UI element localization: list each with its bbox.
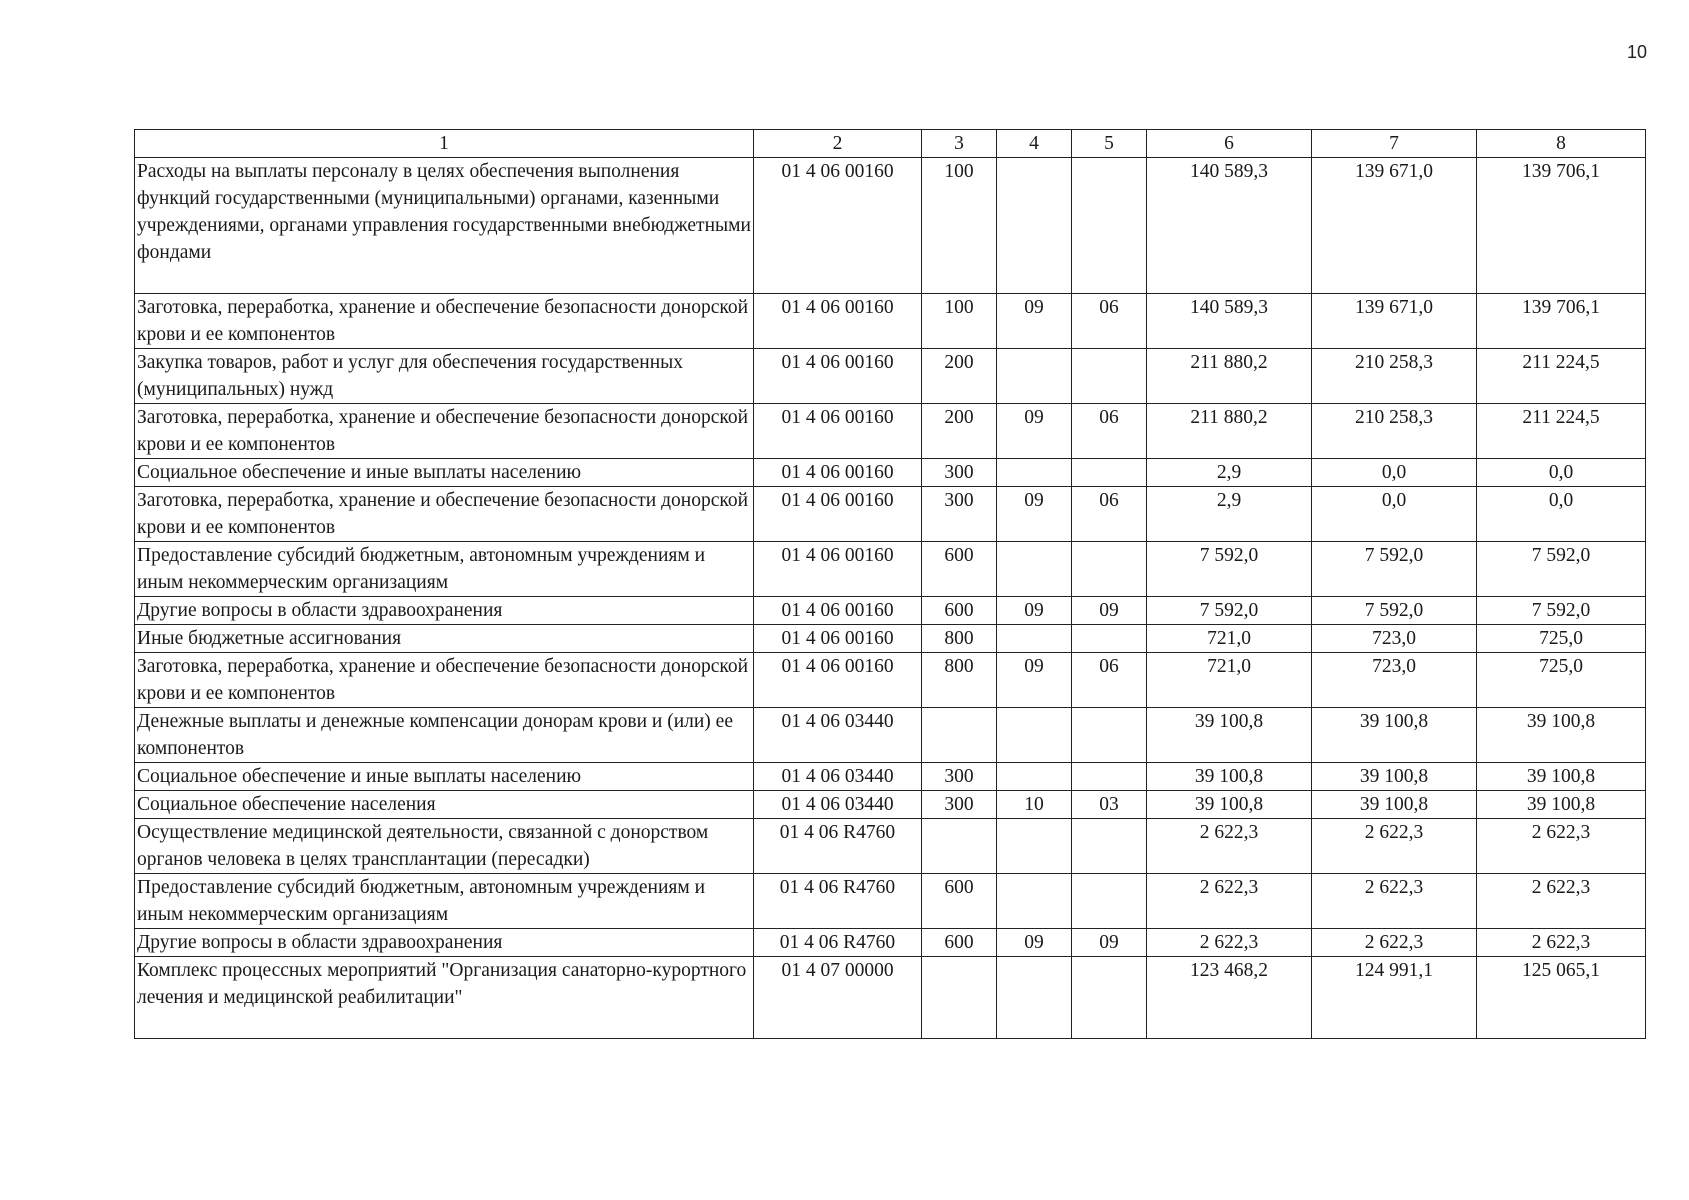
section-cell bbox=[997, 957, 1072, 1039]
amount-year1-cell: 39 100,8 bbox=[1147, 763, 1312, 791]
section-cell bbox=[997, 708, 1072, 763]
section-cell bbox=[997, 763, 1072, 791]
amount-year1-cell: 140 589,3 bbox=[1147, 294, 1312, 349]
amount-year2-cell: 2 622,3 bbox=[1312, 874, 1477, 929]
amount-year3-cell: 725,0 bbox=[1477, 625, 1646, 653]
column-header: 2 bbox=[754, 130, 922, 158]
section-cell bbox=[997, 819, 1072, 874]
subsection-cell bbox=[1072, 819, 1147, 874]
table-row bbox=[135, 819, 1646, 874]
row-name-cell: Заготовка, переработка, хранение и обеспечение безопасности донорской крови и ее компонентов bbox=[135, 487, 754, 542]
expense-type-cell: 300 bbox=[922, 487, 997, 542]
section-cell bbox=[997, 625, 1072, 653]
amount-year1-cell: 2 622,3 bbox=[1147, 819, 1312, 874]
amount-year3-cell: 39 100,8 bbox=[1477, 763, 1646, 791]
table-row bbox=[135, 404, 1646, 459]
column-header: 5 bbox=[1072, 130, 1147, 158]
amount-year1-cell: 721,0 bbox=[1147, 653, 1312, 708]
section-cell: 09 bbox=[997, 404, 1072, 459]
expense-type-cell: 600 bbox=[922, 597, 997, 625]
amount-year3-cell: 7 592,0 bbox=[1477, 542, 1646, 597]
amount-year3-cell: 39 100,8 bbox=[1477, 708, 1646, 763]
amount-year2-cell: 723,0 bbox=[1312, 625, 1477, 653]
amount-year2-cell: 139 671,0 bbox=[1312, 158, 1477, 294]
amount-year3-cell: 2 622,3 bbox=[1477, 819, 1646, 874]
column-header: 6 bbox=[1147, 130, 1312, 158]
target-code-cell: 01 4 06 03440 bbox=[754, 791, 922, 819]
section-cell: 09 bbox=[997, 294, 1072, 349]
expense-type-cell: 800 bbox=[922, 625, 997, 653]
amount-year1-cell: 2 622,3 bbox=[1147, 874, 1312, 929]
row-name-cell: Заготовка, переработка, хранение и обеспечение безопасности донорской крови и ее компонентов bbox=[135, 294, 754, 349]
target-code-cell: 01 4 06 00160 bbox=[754, 625, 922, 653]
row-name-cell: Заготовка, переработка, хранение и обеспечение безопасности донорской крови и ее компонентов bbox=[135, 653, 754, 708]
column-header: 4 bbox=[997, 130, 1072, 158]
table-body bbox=[135, 158, 1646, 1039]
target-code-cell: 01 4 06 03440 bbox=[754, 763, 922, 791]
expense-type-cell: 200 bbox=[922, 349, 997, 404]
expense-type-cell: 300 bbox=[922, 763, 997, 791]
amount-year1-cell: 123 468,2 bbox=[1147, 957, 1312, 1039]
section-cell: 10 bbox=[997, 791, 1072, 819]
amount-year3-cell: 7 592,0 bbox=[1477, 597, 1646, 625]
amount-year1-cell: 7 592,0 bbox=[1147, 542, 1312, 597]
amount-year1-cell: 211 880,2 bbox=[1147, 349, 1312, 404]
subsection-cell bbox=[1072, 459, 1147, 487]
target-code-cell: 01 4 06 00160 bbox=[754, 349, 922, 404]
amount-year2-cell: 210 258,3 bbox=[1312, 349, 1477, 404]
section-cell: 09 bbox=[997, 929, 1072, 957]
target-code-cell: 01 4 07 00000 bbox=[754, 957, 922, 1039]
target-code-cell: 01 4 06 00160 bbox=[754, 542, 922, 597]
table-row bbox=[135, 597, 1646, 625]
section-cell: 09 bbox=[997, 597, 1072, 625]
amount-year2-cell: 0,0 bbox=[1312, 459, 1477, 487]
subsection-cell bbox=[1072, 349, 1147, 404]
row-name-cell: Социальное обеспечение и иные выплаты населению bbox=[135, 763, 754, 791]
table-row bbox=[135, 791, 1646, 819]
section-cell: 09 bbox=[997, 487, 1072, 542]
subsection-cell: 06 bbox=[1072, 487, 1147, 542]
amount-year3-cell: 211 224,5 bbox=[1477, 404, 1646, 459]
target-code-cell: 01 4 06 00160 bbox=[754, 597, 922, 625]
amount-year2-cell: 2 622,3 bbox=[1312, 929, 1477, 957]
table-row bbox=[135, 542, 1646, 597]
amount-year3-cell: 39 100,8 bbox=[1477, 791, 1646, 819]
subsection-cell bbox=[1072, 625, 1147, 653]
section-cell bbox=[997, 158, 1072, 294]
subsection-cell bbox=[1072, 763, 1147, 791]
expense-type-cell: 100 bbox=[922, 158, 997, 294]
amount-year3-cell: 0,0 bbox=[1477, 487, 1646, 542]
amount-year2-cell: 7 592,0 bbox=[1312, 597, 1477, 625]
table-row bbox=[135, 158, 1646, 294]
amount-year1-cell: 721,0 bbox=[1147, 625, 1312, 653]
amount-year2-cell: 39 100,8 bbox=[1312, 791, 1477, 819]
column-header: 3 bbox=[922, 130, 997, 158]
amount-year2-cell: 0,0 bbox=[1312, 487, 1477, 542]
table-row bbox=[135, 708, 1646, 763]
subsection-cell bbox=[1072, 158, 1147, 294]
target-code-cell: 01 4 06 00160 bbox=[754, 404, 922, 459]
column-header: 8 bbox=[1477, 130, 1646, 158]
row-name-cell: Закупка товаров, работ и услуг для обеспечения государственных (муниципальных) нужд bbox=[135, 349, 754, 404]
row-name-cell: Социальное обеспечение и иные выплаты населению bbox=[135, 459, 754, 487]
subsection-cell: 09 bbox=[1072, 929, 1147, 957]
expense-type-cell: 800 bbox=[922, 653, 997, 708]
subsection-cell: 06 bbox=[1072, 653, 1147, 708]
expense-type-cell: 600 bbox=[922, 874, 997, 929]
subsection-cell bbox=[1072, 874, 1147, 929]
amount-year2-cell: 2 622,3 bbox=[1312, 819, 1477, 874]
amount-year1-cell: 2,9 bbox=[1147, 487, 1312, 542]
budget-table bbox=[134, 129, 1646, 1039]
amount-year1-cell: 2 622,3 bbox=[1147, 929, 1312, 957]
row-name-cell: Социальное обеспечение населения bbox=[135, 791, 754, 819]
expense-type-cell: 600 bbox=[922, 542, 997, 597]
amount-year2-cell: 139 671,0 bbox=[1312, 294, 1477, 349]
row-name-cell: Заготовка, переработка, хранение и обеспечение безопасности донорской крови и ее компонентов bbox=[135, 404, 754, 459]
header-row bbox=[135, 130, 1646, 158]
target-code-cell: 01 4 06 00160 bbox=[754, 487, 922, 542]
amount-year3-cell: 211 224,5 bbox=[1477, 349, 1646, 404]
table-row bbox=[135, 625, 1646, 653]
subsection-cell: 03 bbox=[1072, 791, 1147, 819]
amount-year3-cell: 2 622,3 bbox=[1477, 874, 1646, 929]
table-row bbox=[135, 957, 1646, 1039]
expense-type-cell bbox=[922, 708, 997, 763]
amount-year3-cell: 139 706,1 bbox=[1477, 158, 1646, 294]
expense-type-cell bbox=[922, 819, 997, 874]
expense-type-cell: 300 bbox=[922, 791, 997, 819]
row-name-cell: Предоставление субсидий бюджетным, автономным учреждениям и иным некоммерческим организациям bbox=[135, 542, 754, 597]
row-name-cell: Осуществление медицинской деятельности, связанной с донорством органов человека в целях трансплантации (пересадки) bbox=[135, 819, 754, 874]
section-cell: 09 bbox=[997, 653, 1072, 708]
amount-year3-cell: 725,0 bbox=[1477, 653, 1646, 708]
row-name-cell: Другие вопросы в области здравоохранения bbox=[135, 929, 754, 957]
expense-type-cell: 600 bbox=[922, 929, 997, 957]
expense-type-cell bbox=[922, 957, 997, 1039]
amount-year3-cell: 0,0 bbox=[1477, 459, 1646, 487]
target-code-cell: 01 4 06 00160 bbox=[754, 653, 922, 708]
amount-year1-cell: 39 100,8 bbox=[1147, 791, 1312, 819]
row-name-cell: Другие вопросы в области здравоохранения bbox=[135, 597, 754, 625]
row-name-cell: Денежные выплаты и денежные компенсации донорам крови и (или) ее компонентов bbox=[135, 708, 754, 763]
table-row bbox=[135, 349, 1646, 404]
amount-year1-cell: 2,9 bbox=[1147, 459, 1312, 487]
amount-year3-cell: 125 065,1 bbox=[1477, 957, 1646, 1039]
amount-year1-cell: 211 880,2 bbox=[1147, 404, 1312, 459]
subsection-cell bbox=[1072, 708, 1147, 763]
amount-year1-cell: 39 100,8 bbox=[1147, 708, 1312, 763]
table-row bbox=[135, 929, 1646, 957]
row-name-cell: Иные бюджетные ассигнования bbox=[135, 625, 754, 653]
table-row bbox=[135, 653, 1646, 708]
amount-year2-cell: 210 258,3 bbox=[1312, 404, 1477, 459]
expense-type-cell: 200 bbox=[922, 404, 997, 459]
table-row bbox=[135, 487, 1646, 542]
row-name-cell: Предоставление субсидий бюджетным, автономным учреждениям и иным некоммерческим организациям bbox=[135, 874, 754, 929]
row-name-cell: Комплекс процессных мероприятий "Организация санаторно-курортного лечения и медицинской реабилитации" bbox=[135, 957, 754, 1039]
column-header: 7 bbox=[1312, 130, 1477, 158]
section-cell bbox=[997, 874, 1072, 929]
subsection-cell bbox=[1072, 957, 1147, 1039]
amount-year2-cell: 124 991,1 bbox=[1312, 957, 1477, 1039]
section-cell bbox=[997, 349, 1072, 404]
table-row bbox=[135, 459, 1646, 487]
target-code-cell: 01 4 06 R4760 bbox=[754, 819, 922, 874]
amount-year2-cell: 723,0 bbox=[1312, 653, 1477, 708]
table-row bbox=[135, 763, 1646, 791]
target-code-cell: 01 4 06 00160 bbox=[754, 459, 922, 487]
target-code-cell: 01 4 06 00160 bbox=[754, 294, 922, 349]
section-cell bbox=[997, 542, 1072, 597]
amount-year2-cell: 39 100,8 bbox=[1312, 763, 1477, 791]
subsection-cell: 06 bbox=[1072, 294, 1147, 349]
target-code-cell: 01 4 06 00160 bbox=[754, 158, 922, 294]
expense-type-cell: 100 bbox=[922, 294, 997, 349]
page-number: 10 bbox=[1626, 42, 1647, 62]
target-code-cell: 01 4 06 03440 bbox=[754, 708, 922, 763]
section-cell bbox=[997, 459, 1072, 487]
table-row bbox=[135, 294, 1646, 349]
expense-type-cell: 300 bbox=[922, 459, 997, 487]
row-name-cell: Расходы на выплаты персоналу в целях обеспечения выполнения функций государственными (муниципальными) органами, казенными учреждениями, органами управления государственными внебюджетными фондами bbox=[135, 158, 754, 294]
amount-year3-cell: 139 706,1 bbox=[1477, 294, 1646, 349]
amount-year2-cell: 7 592,0 bbox=[1312, 542, 1477, 597]
subsection-cell: 06 bbox=[1072, 404, 1147, 459]
target-code-cell: 01 4 06 R4760 bbox=[754, 874, 922, 929]
subsection-cell bbox=[1072, 542, 1147, 597]
amount-year1-cell: 7 592,0 bbox=[1147, 597, 1312, 625]
amount-year2-cell: 39 100,8 bbox=[1312, 708, 1477, 763]
target-code-cell: 01 4 06 R4760 bbox=[754, 929, 922, 957]
amount-year1-cell: 140 589,3 bbox=[1147, 158, 1312, 294]
column-header: 1 bbox=[135, 130, 754, 158]
amount-year3-cell: 2 622,3 bbox=[1477, 929, 1646, 957]
table-row bbox=[135, 874, 1646, 929]
subsection-cell: 09 bbox=[1072, 597, 1147, 625]
